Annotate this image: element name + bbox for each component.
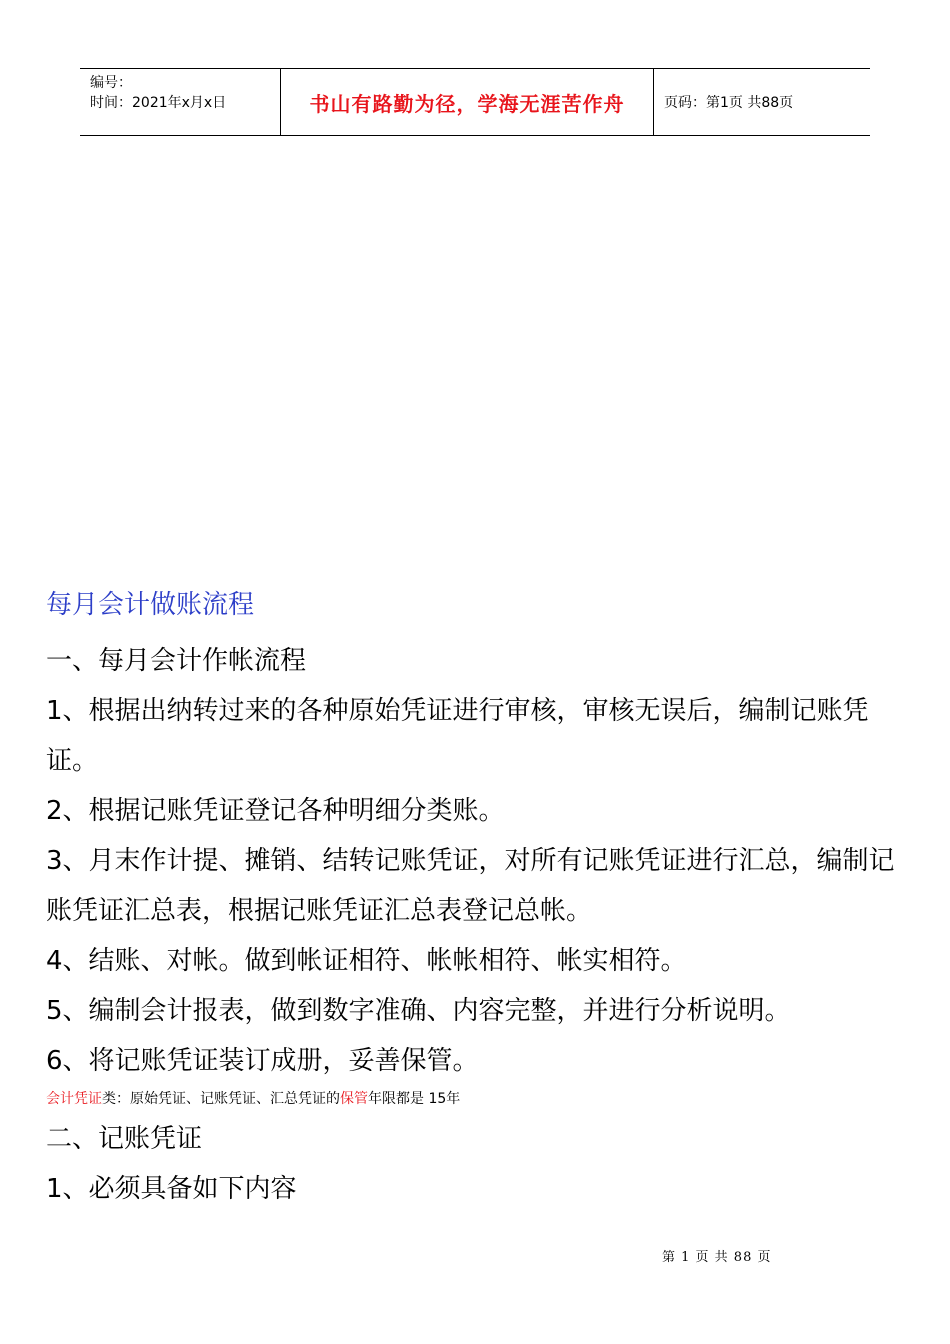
list-item: 4、结账、对帐。做到帐证相符、帐帐相符、帐实相符。 (46, 946, 687, 976)
retention-note (46, 1088, 906, 1110)
list-item: 1、必须具备如下内容 (46, 1174, 297, 1204)
note-keyword: 保管 (340, 1091, 368, 1107)
section-heading: 二、记账凭证 (46, 1124, 203, 1154)
document-body (46, 585, 906, 1214)
note-text: 年限都是 15年 (368, 1091, 461, 1107)
list-item: 2、根据记账凭证登记各种明细分类账。 (46, 796, 505, 826)
page-footer: 第 1 页 共 88 页 (662, 1250, 772, 1265)
document-title: 每月会计做账流程 (46, 590, 255, 620)
page-header (80, 68, 870, 136)
note-text: 类：原始凭证、记账凭证、汇总凭证的 (102, 1091, 340, 1107)
document-time-label: 时间：2021年x月x日 (90, 95, 227, 111)
document-number-label: 编号： (90, 75, 132, 91)
header-page-info: 页码：第1页 共88页 (664, 95, 794, 111)
list-item: 5、编制会计报表，做到数字准确、内容完整，并进行分析说明。 (46, 996, 791, 1026)
section-heading: 一、每月会计作帐流程 (46, 646, 307, 676)
header-motto: 书山有路勤为径，学海无涯苦作舟 (281, 69, 654, 135)
list-item: 1、根据出纳转过来的各种原始凭证进行审核，审核无误后，编制记账凭证。 (46, 696, 869, 776)
list-item: 3、月末作计提、摊销、结转记账凭证，对所有记账凭证进行汇总，编制记账凭证汇总表，根据记账凭证汇总表登记总帐。 (46, 846, 895, 926)
note-keyword: 会计凭证 (46, 1091, 102, 1107)
list-item: 6、将记账凭证装订成册，妥善保管。 (46, 1046, 479, 1076)
header-meta (80, 69, 281, 135)
